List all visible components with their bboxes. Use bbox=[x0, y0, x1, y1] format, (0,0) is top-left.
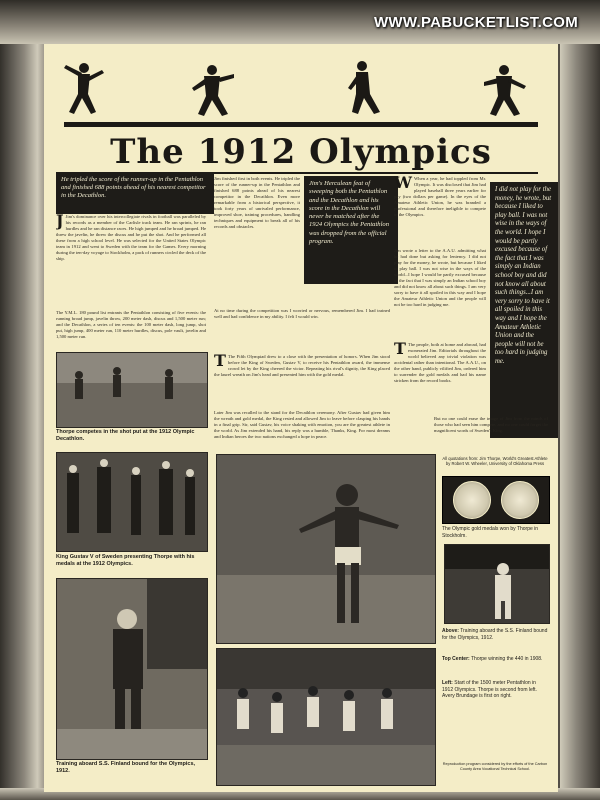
caption-left-label: Left: bbox=[442, 680, 453, 686]
training-illustration bbox=[57, 579, 207, 759]
caption-left-text: Start of the 1500 meter Pentathlon in 1912 Olympics. Thorpe is second from left. Avery Brundage is first on right. bbox=[442, 680, 537, 699]
pentathlon-medal bbox=[453, 481, 491, 519]
column-1-paragraph-2: The Y.M.L. 180 pound list entrants the Pentathlon consisting of five events: the running broad jump, javelin throw, 200 meter dash, discus and 1,500 meter run; and the Decathlon, a series of ten events: the 100 meter dash, long jump, shot put, high jump, 400 meter run, 110 meter hurdles, discus, pole vault, javelin and 1,500 meter run. bbox=[56, 310, 206, 339]
poster-title: The 1912 Olympics bbox=[110, 132, 492, 172]
race-start-illustration bbox=[217, 649, 435, 785]
column-3-section-aau bbox=[394, 176, 486, 246]
thorpe-440-photo bbox=[444, 544, 550, 624]
shot-put-photo bbox=[56, 352, 208, 428]
column-2-paragraph-4: Later Jim was recalled to the stand for the Decathlon ceremony. After Gustav had given him the wreath and gold medal, the King rested and allowed Jim to leave before clasping his hands in a final grip. Sir, said Gustav, his voice shaking with emotion, you are the greatest athlete in the world. As Jim extended his hand, his reply was a humble, Thanks, King. For most dreams and Indian heroes the two nations exchanged a hope in peace. bbox=[214, 410, 390, 439]
hurdler-silhouette bbox=[64, 63, 104, 114]
side-quote: Jim's Herculean feat of sweeping both the Pentathlon and the Decathlon and his score in the Decathlon will never be matched after the 1924 Olympics the Pentathlon was dropped from the official program. bbox=[304, 176, 398, 284]
caption-top-center bbox=[442, 656, 548, 663]
shot-put-illustration bbox=[57, 353, 207, 427]
decathlon-medal bbox=[501, 481, 539, 519]
caption-left bbox=[442, 680, 548, 700]
discus-thrower-silhouette bbox=[192, 65, 234, 116]
column-1-text bbox=[56, 214, 206, 306]
dropcap-t2: T bbox=[394, 342, 406, 358]
column-3-paragraph-4: But no one could erase the image of Jim from the minds of those who had seen him compete, and no one could forget the magnificent words of Sweden's King. bbox=[434, 416, 548, 433]
quotation-source: All quotations from: Jim Thorpe, World's Greatest Athlete by Robert W. Wheeler, University of Oklahoma Press bbox=[442, 456, 548, 467]
column-3-paragraph-2: Jim wrote a letter to the A.A.U. admitting what he had done but asking for leniency. I did not play for the money, he wrote, but because I liked to play ball. I was not wise in the ways of the world...I hope I would be partly excused because of the fact that I was simply an Indian school boy and did not know all about such things. I am very sorry to have it all spoiled in this way and I hope the Amateur Athletic Union and the people will not be too hard in judging me. bbox=[394, 248, 486, 307]
column-3-paragraph-3: The people, both at home and abroad, had exonerated Jim. Editorials throughout the world believed any trivial violation was accidental rather than intentional. The A.A.U., on the other hand, publicly vilified Jim, ordered him to surrender the gold medals and had his name stricken from the record books. bbox=[394, 342, 486, 383]
olympics-poster bbox=[44, 44, 558, 792]
column-3-section-people bbox=[394, 342, 486, 414]
caption-top-center-text: Thorpe winning the 440 in 1908. bbox=[471, 656, 543, 662]
column-2-paragraph-1: Jim finished first in both events. He tripled the score of the runner-up in the Pentathlon and finished 688 points ahead of his nearest competitor in the Decathlon. Even more remarkable from a historical perspective, it took forty years of unrivaled performance, improved shoe, training procedures, handling techniques and equipment to break all of his records and obstacles. bbox=[214, 176, 300, 229]
thorpe-runner-illustration bbox=[217, 455, 435, 643]
caption-king-gustav: King Gustav V of Sweden presenting Thorpe with his medals at the 1912 Olympics. bbox=[56, 554, 195, 567]
thorpe-winning-photo bbox=[216, 454, 436, 644]
site-watermark: WWW.PABUCKETLIST.COM bbox=[373, 14, 578, 31]
caption-training: Training aboard S.S. Finland bound for the Olympics, 1912. bbox=[56, 761, 196, 774]
athlete-silhouettes bbox=[44, 44, 558, 134]
caption-shot-put: Thorpe competes in the shot put at the 1912 Olympic Decathlon. bbox=[56, 429, 195, 442]
column-1-paragraph-1: Jim's dominance over his intercollegiate rivals in football was paralleled by his records as a member of the Carlisle track team. He ran sprints, he ran hurdles and he ran distance races. He high jumped and he broad jumped. He threw the javelin, he threw the discus and he put the shot. And he performed all these from a high school level. He was selected for the United States Olympic team in 1912 and went to Sweden with the team for the Games. Every morning during the ten-day voyage to Stockholm, a pack of runners circled the deck of the ship. bbox=[56, 214, 206, 261]
title-rule-top bbox=[64, 122, 538, 127]
caption-above-text: Training aboard the S.S. Finland bound for the Olympics, 1912. bbox=[442, 628, 548, 641]
gold-medals-image bbox=[442, 476, 550, 524]
credit-line: Reproduction program considered by the efforts of the Carbon County Area Vocational Technical School. bbox=[442, 762, 548, 771]
column-3-paragraph-1: When a year, he had toppled from Mr. Olympic. It was disclosed that Jim had played baseball three years earlier for pay (two dollars per game). In the eyes of the Amateur Athletic Union, he was branded a professional and therefore ineligible to compete in the Olympics. bbox=[394, 176, 486, 217]
frame-right-post bbox=[560, 0, 600, 800]
pentathlon-start-photo bbox=[216, 648, 436, 786]
dropcap-t: T bbox=[214, 354, 226, 370]
caption-above bbox=[442, 628, 548, 641]
ceremony-illustration bbox=[57, 453, 207, 551]
frame-left-post bbox=[0, 0, 44, 800]
runner-silhouette bbox=[348, 61, 380, 114]
dropcap-j: J bbox=[56, 214, 64, 230]
shot-putter-silhouette bbox=[484, 65, 526, 116]
right-quote: I did not play for the money, he wrote, but because I liked to play ball. I was not wise in the ways of the world. I hope I would be partly excused because of the fact that I was simply an Indian school boy and did not know all about such things...I am very sorry to have it all spoiled in this way and I hope the Amateur Athletic Union and the people will not be too hard in judging me. bbox=[490, 182, 558, 438]
intro-quote: He tripled the score of the runner-up in the Pentathlon and finished 688 points ahead of his nearest competitor in the Decathlon. bbox=[56, 172, 214, 214]
column-2-paragraph-2: At no time during the competition was I worried or nervous, remembered Jim. I had trained well and had confidence in my ability. I felt I would win. bbox=[214, 308, 390, 319]
dropcap-w: W bbox=[394, 176, 412, 192]
caption-top-center-label: Top Center: bbox=[442, 656, 470, 662]
thorpe-440-illustration bbox=[445, 545, 549, 623]
caption-above-label: Above: bbox=[442, 628, 459, 634]
training-photo bbox=[56, 578, 208, 760]
king-gustav-photo bbox=[56, 452, 208, 552]
column-2-paragraph-3: The Fifth Olympiad drew to a close with the presentation of honors. When Jim stood before the King of Sweden, Gustav V, to receive his Pentathlon award, the immense crowd let by the King cheered the victor. Repeating his rival's dignity, the King placed the laurel wreath on Jim's head and presented him with the gold medal. bbox=[214, 354, 390, 377]
column-2-section-fifth-olympiad bbox=[214, 354, 390, 406]
caption-gold-medals: The Olympic gold medals won by Thorpe in Stockholm. bbox=[442, 526, 539, 539]
